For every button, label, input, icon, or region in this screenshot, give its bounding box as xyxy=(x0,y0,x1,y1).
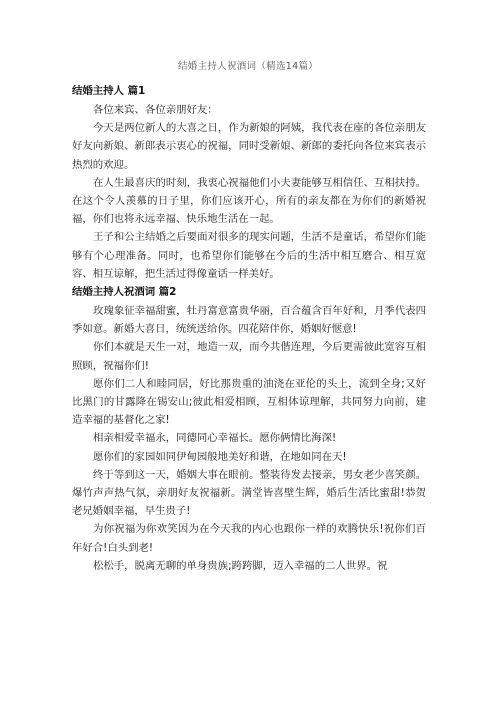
paragraph: 松松手，脱离无聊的单身贵族;跨跨脚，迈入幸福的二人世界。祝 xyxy=(93,559,388,572)
section-1 xyxy=(72,82,426,283)
paragraph: 今天是两位新人的大喜之日，作为新娘的阿姨，我代表在座的各位亲朋友好友向新娘、新郎表示衷心的祝福，同时受新娘、新郎的委托向各位来宾表示热烈的欢迎。 xyxy=(72,122,426,171)
section-heading: 结婚主持人祝酒词 篇2 xyxy=(72,286,177,299)
paragraph: 为你祝福为你欢笑因为在今天我的内心也跟你一样的欢腾快乐!祝你们百年好合!白头到老! xyxy=(72,523,426,554)
document-title: 结婚主持人祝酒词（精选14篇） xyxy=(177,61,319,72)
section-2 xyxy=(72,283,426,575)
paragraph: 愿你们的家园如同伊甸园般地美好和谐，在地如同在天! xyxy=(93,450,347,463)
paragraph: 终于等到这一天，婚姻大事在眼前。整装待发去接亲，男女老少喜笑颜。爆竹声声热气氛，亲朋好友祝福新。满堂皆喜壁生辉，婚后生活比蜜甜!恭贺老兄婚姻幸福，早生贵子! xyxy=(72,468,426,518)
paragraph: 王子和公主结婚之后要面对很多的现实问题，生活不是童话，希望你们能够有个心理准备。同时，也希望你们能够在今后的生活中相互磨合、相互宽容、相互谅解，把生活过得像童话一样美好。 xyxy=(72,231,426,280)
paragraph: 在人生最喜庆的时刻，我衷心祝福他们小夫妻能够互相信任、互相扶持。在这个令人羡慕的日子里，你们应该开心，所有的亲友都在为你们的新婚祝福，你们也将永远幸福、快乐地生活在一起。 xyxy=(72,176,426,226)
paragraph: 相亲相爱幸福永，同德同心幸福长。愿你俩情比海深! xyxy=(93,432,337,445)
paragraph: 玫瑰象征幸福甜蜜，牡丹富意富贵华丽，百合蕴含百年好和，月季代表四季如意。新婚大喜日，统统送给你。四花陪伴你，婚姻好惬意! xyxy=(72,305,426,336)
paragraph: 你们本就是天生一对，地造一双，而今共偕连理，今后更需彼此宽容互相照顾，祝福你们! xyxy=(72,341,426,372)
paragraph: 各位来宾、各位亲朋好友： xyxy=(93,104,218,116)
paragraph: 愿你们二人和睦同居，好比那贵重的油浇在亚伦的头上，流到全身;又好比黑门的甘露降在锡安山;彼此相爱相顾，互相体谅理解，共同努力向前，建造幸福的基督化之家! xyxy=(72,377,426,427)
section-heading: 结婚主持人 篇1 xyxy=(72,85,146,97)
document-body xyxy=(72,82,426,575)
